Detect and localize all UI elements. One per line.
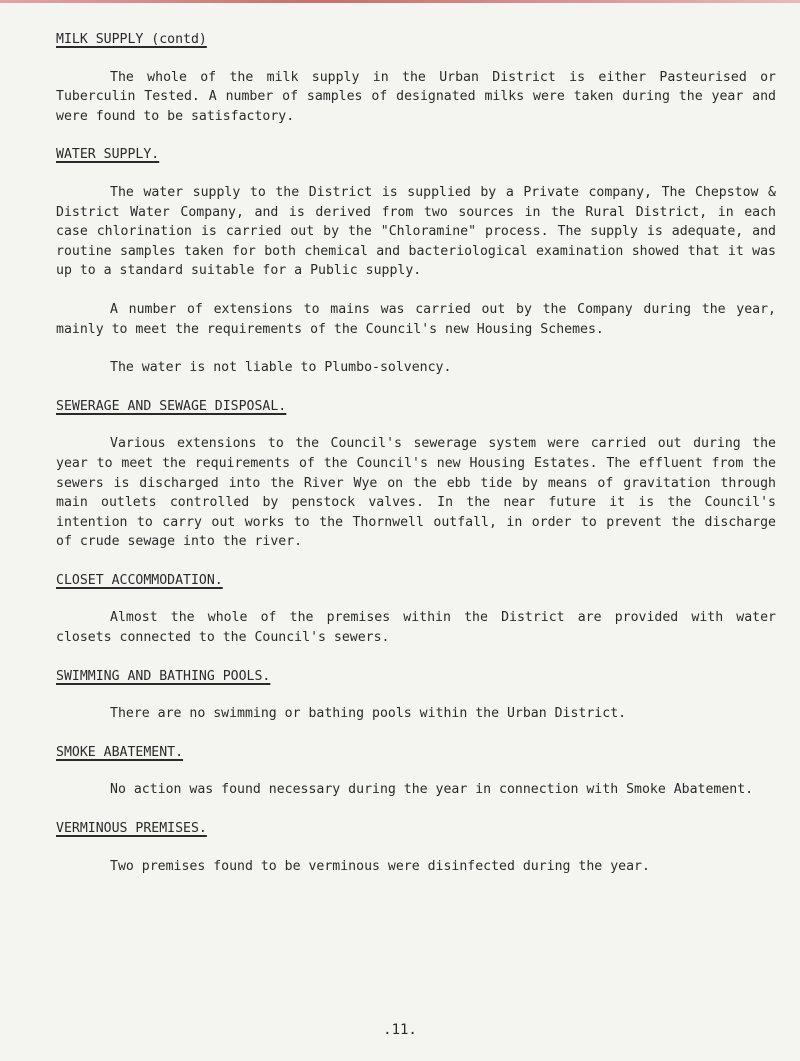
- page-number: .11.: [383, 1022, 417, 1038]
- section-verminous-premises: [56, 819, 776, 876]
- page-top-edge: [0, 0, 800, 3]
- section-sewerage: [56, 397, 776, 552]
- section-paragraph: The water is not liable to Plumbo-solvency.: [110, 360, 452, 376]
- section-heading: VERMINOUS PREMISES.: [56, 821, 207, 837]
- section-paragraph: The whole of the milk supply in the Urban District is either Pasteurised or Tuberculin Tested. A number of samples of designated milks were taken during the year and were found to be satisfactory.: [56, 69, 776, 124]
- section-paragraph: There are no swimming or bathing pools within the Urban District.: [110, 706, 627, 722]
- section-heading: MILK SUPPLY (contd): [56, 32, 207, 47]
- section-swimming-pools: [56, 667, 776, 724]
- section-heading: WATER SUPPLY.: [56, 147, 160, 163]
- section-heading: SWIMMING AND BATHING POOLS.: [56, 668, 271, 684]
- section-heading: SEWERAGE AND SEWAGE DISPOSAL.: [56, 398, 287, 414]
- section-paragraph: Two premises found to be verminous were disinfected during the year.: [110, 858, 650, 874]
- document-page: [56, 30, 776, 876]
- section-paragraph: A number of extensions to mains was carried out by the Company during the year, mainly to meet the requirements of the Council's new Housing Schemes.: [56, 301, 776, 337]
- section-paragraph: Various extensions to the Council's sewerage system were carried out during the year to meet the requirements of the Council's new Housing Estates. The effluent from the sewers is discharged into the River Wye on the ebb tide by means of gravitation through main outlets controlled by penstock valves. In the near future it is the Council's intention to carry out works to the Thornwell outfall, in order to prevent the discharge of crude sewage into the river.: [56, 436, 776, 550]
- section-heading: SMOKE ABATEMENT.: [56, 744, 184, 760]
- section-closet-accommodation: [56, 571, 776, 648]
- section-paragraph: Almost the whole of the premises within the District are provided with water closets connected to the Council's sewers.: [56, 610, 776, 646]
- section-paragraph: The water supply to the District is supplied by a Private company, The Chepstow & District Water Company, and is derived from two sources in the Rural District, in each case chlorination is carried out by the "Chloramine" process. The supply is adequate, and routine samples taken for both chemical and bacteriological examination showed that it was up to a standard suitable for a Public supply.: [56, 184, 776, 279]
- section-heading: CLOSET ACCOMMODATION.: [56, 572, 223, 588]
- section-paragraph: No action was found necessary during the year in connection with Smoke Abatement.: [110, 782, 754, 798]
- section-smoke-abatement: [56, 743, 776, 800]
- section-milk-supply: [56, 30, 776, 126]
- section-water-supply: [56, 145, 776, 377]
